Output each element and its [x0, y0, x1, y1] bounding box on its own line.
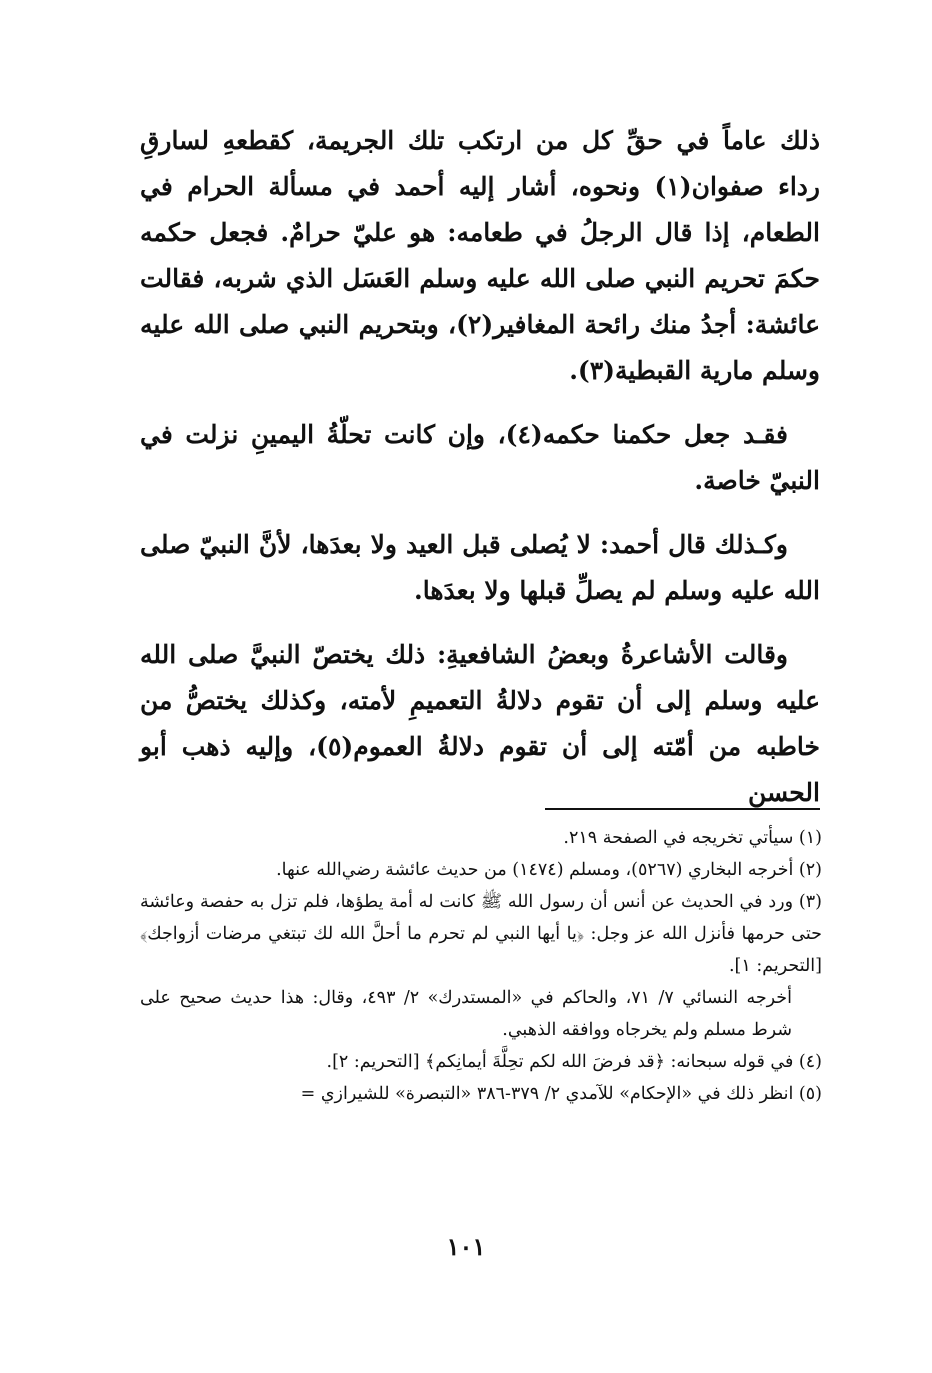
footnote-4-text: (٤) في قوله سبحانه: ﴿قد فرضَ الله لكم تحِلَّةَ أيمانِكم﴾ [التحريم: ٢].	[326, 1052, 822, 1072]
footnote-separator	[545, 808, 820, 810]
footnote-3	[140, 886, 822, 1046]
main-text	[140, 118, 820, 834]
paragraph-3: وكـذلك قال أحمد: لا يُصلى قبل العيد ولا بعدَها، لأنَّ النبيّ صلى الله عليه وسلم لم يصلِّ قبلها ولا بعدَها.	[140, 530, 820, 605]
footnote-4	[140, 1046, 822, 1078]
footnotes	[140, 822, 822, 1110]
footnote-5	[140, 1078, 822, 1110]
footnote-2	[140, 854, 822, 886]
footnote-2-text: (٢) أخرجه البخاري (٥٢٦٧)، ومسلم (١٤٧٤) من حديث عائشة رضي‌الله عنها.	[276, 860, 822, 880]
footnote-3-text: (٣) ورد في الحديث عن أنس أن رسول الله ﷺ كانت له أمة يطؤها، فلم تزل به حفصة وعائشة حتى حرمها فأنزل الله عز وجل: ﴿يا أيها النبي لم تحرم ما أحلَّ الله لك تبتغي مرضات أزواجك﴾ [التحريم: ١].	[140, 892, 822, 976]
footnote-3-continuation: أخرجه النسائي ٧/ ٧١، والحاكم في «المستدرك» ٢/ ٤٩٣، وقال: هذا حديث صحيح على شرط مسلم ولم يخرجاه ووافقه الذهبي.	[140, 988, 792, 1040]
footnote-1	[140, 822, 822, 854]
footnote-1-text: (١) سيأتي تخريجه في الصفحة ٢١٩.	[563, 828, 822, 848]
paragraph-1: ذلك عاماً في حقِّ كل من ارتكب تلك الجريمة، كقطعهِ لسارقِ رداء صفوان(١) ونحوه، أشار إليه أحمد في مسألة الحرام في الطعام، إذا قال الرجلُ في طعامه: هو عليّ حرامٌ. فجعل حكمه حكمَ تحريم النبي صلى الله عليه وسلم العَسَل الذي شربه، فقالت عائشة: أجدُ منك رائحة المغافير(٢)، وبتحريم النبي صلى الله عليه وسلم مارية القبطية(٣).	[140, 126, 820, 385]
paragraph-2: فقـد جعل حكمنا حكمه(٤)، وإن كانت تحلّةُ اليمينِ نزلت في النبيّ خاصة.	[140, 420, 820, 495]
page-number: ١٠١	[446, 1232, 486, 1261]
footnote-5-text: (٥) انظر ذلك في «الإحكام» للآمدي ٢/ ٣٧٩-٣٨٦ «التبصرة» للشيرازي =	[300, 1084, 822, 1104]
paragraph-4: وقالت الأشاعرةُ وبعضُ الشافعيةِ: ذلك يختصّ النبيَّ صلى الله عليه وسلم إلى أن تقوم دلالةُ التعميمِ لأمته، وكذلك يختصُّ من خاطبه من أمّته إلى أن تقوم دلالةُ العموم(٥)، وإليه ذهب أبو الحسن	[140, 640, 820, 807]
